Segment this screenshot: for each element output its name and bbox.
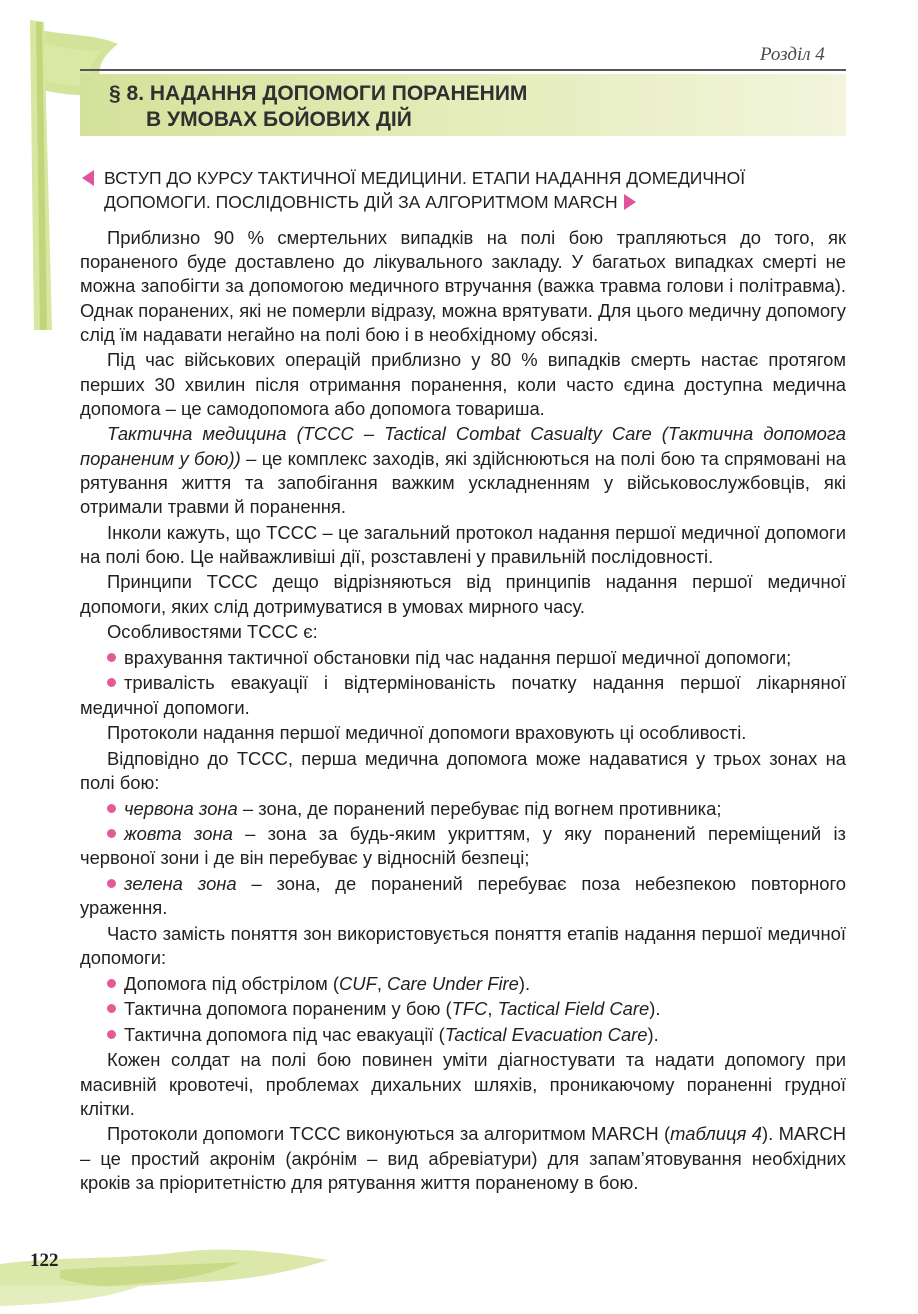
paragraph: Інколи кажуть, що TCCC – це загальний протокол надання першої медичної допомоги на полі бою. Це найважливіші дії, розставлені у правильній послідовності. — [80, 521, 846, 567]
section-title-band — [80, 74, 846, 136]
paragraph: Відповідно до TCCC, перша медична допомога може надаватися у трьох зонах на полі бою: — [80, 747, 846, 793]
bullet-icon — [107, 653, 116, 662]
paragraph-text: – це комплекс заходів, які здійснюються на полі бою та спрямовані на рятування життя та запобігання важким ускладненням у військовослужбовців, які отримали травми й поранення. — [80, 447, 846, 518]
section-title-line-2: В УМОВАХ БОЙОВИХ ДІЙ — [146, 108, 412, 131]
list-item-text: Тактична допомога під час евакуації ( — [124, 1023, 445, 1045]
list-item-text: ). — [518, 972, 531, 994]
term-definition: Тактична медицина (TCCC – Tactical Combat Casualty Care (Тактична допомога пораненим у бою)) — [80, 423, 846, 469]
list-item-text: тривалість евакуації і відтермінованість початку надання першої лікарняної медичної допомоги. — [80, 672, 846, 718]
zone-name: червона зона — [124, 797, 238, 819]
list-item-text: врахування тактичної обстановки під час надання першої медичної допомоги; — [124, 646, 792, 668]
list-item — [80, 1023, 846, 1047]
left-triangle-icon — [82, 170, 94, 186]
subheading-line-1: ВСТУП ДО КУРСУ ТАКТИЧНОЇ МЕДИЦИНИ. ЕТАПИ НАДАННЯ ДОМЕДИЧНОЇ — [104, 168, 746, 188]
paragraph — [80, 1122, 846, 1195]
paragraph: Кожен солдат на полі бою повинен уміти діагностувати та надати допомогу при масивній кровотечі, проблемах дихальних шляхів, проникаючому пораненні грудної клітки. — [80, 1049, 846, 1119]
list-item-text: , — [376, 972, 388, 994]
bullet-icon — [107, 1030, 116, 1039]
right-triangle-icon — [624, 194, 636, 210]
list-item-text: ). — [647, 1023, 659, 1045]
list-item — [80, 646, 846, 670]
list-item-text: ). — [649, 998, 661, 1020]
list-item — [80, 797, 846, 821]
paragraph: Часто замість поняття зон використовується поняття етапів надання першої медичної допомоги: — [80, 922, 846, 968]
list-item-text: – зона, де поранений перебуває під вогнем противника; — [237, 797, 722, 819]
header-rule — [80, 69, 846, 71]
list-item — [80, 872, 846, 920]
table-reference: таблиця 4 — [670, 1123, 762, 1145]
list-item — [80, 972, 846, 996]
bullet-icon — [107, 804, 116, 813]
section-title-line-1: § 8. НАДАННЯ ДОПОМОГИ ПОРАНЕНИМ — [109, 82, 528, 105]
paragraph: Під час військових операцій приблизно у 80 % випадків смерть настає протягом перших 30 хвилин після отримання поранення, коли часто єдина доступна медична допомога – це самодопомога або допомога товариша. — [80, 349, 846, 419]
list-item-text: Тактична допомога пораненим у бою ( — [124, 998, 452, 1020]
paragraph: Приблизно 90 % смертельних випадків на полі бою трапляються до того, як пораненого буде доставлено до лікувального закладу. У багатьох випадках смерті не можна запобігти за допомогою медичного втручання (важка травма голови і політравма). Однак поранених, які не померли відразу, можна врятувати. Для цього медичну допомогу слід їм надавати негайно на полі бою і в необхідному обсязі. — [80, 227, 846, 345]
bullet-icon — [107, 678, 116, 687]
paragraph-text: ). MARCH – це простий акронім (акрóнім – вид абревіатури) для запам’ятовування необхідних кроків за пріоритетністю для рятування життя пораненому в бою. — [80, 1123, 846, 1193]
list-item — [80, 822, 846, 870]
decorative-flag-bottom — [0, 1230, 330, 1314]
section-header: Розділ 4 — [760, 44, 825, 65]
list-item-text: Допомога під обстрілом ( — [124, 972, 340, 994]
list-item-text: , — [487, 998, 498, 1020]
zone-name: жовта зона — [124, 823, 233, 845]
paragraph: Принципи TCCC дещо відрізняються від принципів надання першої медичної допомоги, яких слід дотримуватися в умовах мирного часу. — [80, 571, 846, 617]
list-item — [80, 997, 846, 1021]
list-item-text: – зона за будь-яким укриттям, у яку поранений переміщений із червоної зони і де він перебуває у відносній безпеці; — [80, 823, 846, 869]
list-item — [80, 671, 846, 719]
bullet-icon — [107, 979, 116, 988]
english-term: Care Under Fire — [387, 972, 519, 994]
abbreviation: TFC — [451, 998, 488, 1020]
subheading-line-2: ДОПОМОГИ. ПОСЛІДОВНІСТЬ ДІЙ ЗА АЛГОРИТМОМ MARCH — [104, 192, 618, 212]
body-text — [80, 226, 846, 1196]
bullet-icon — [107, 829, 116, 838]
paragraph: Протоколи надання першої медичної допомоги враховують ці особливості. — [107, 722, 747, 744]
abbreviation: CUF — [339, 972, 377, 994]
zone-name: зелена зона — [124, 872, 237, 894]
english-term: Tactical Evacuation Care — [444, 1023, 648, 1045]
list-item-text: – зона, де поранений перебуває поза небезпекою повторного ураження. — [80, 872, 846, 919]
bullet-icon — [107, 1004, 116, 1013]
subheading — [104, 166, 849, 214]
paragraph: Особливостями TCCC є: — [107, 621, 318, 643]
paragraph-text: Протоколи допомоги TCCC виконуються за алгоритмом MARCH ( — [107, 1123, 671, 1145]
page-number: 122 — [30, 1250, 59, 1271]
paragraph — [80, 422, 846, 519]
english-term: Tactical Field Care — [497, 998, 650, 1020]
bullet-icon — [107, 879, 116, 888]
